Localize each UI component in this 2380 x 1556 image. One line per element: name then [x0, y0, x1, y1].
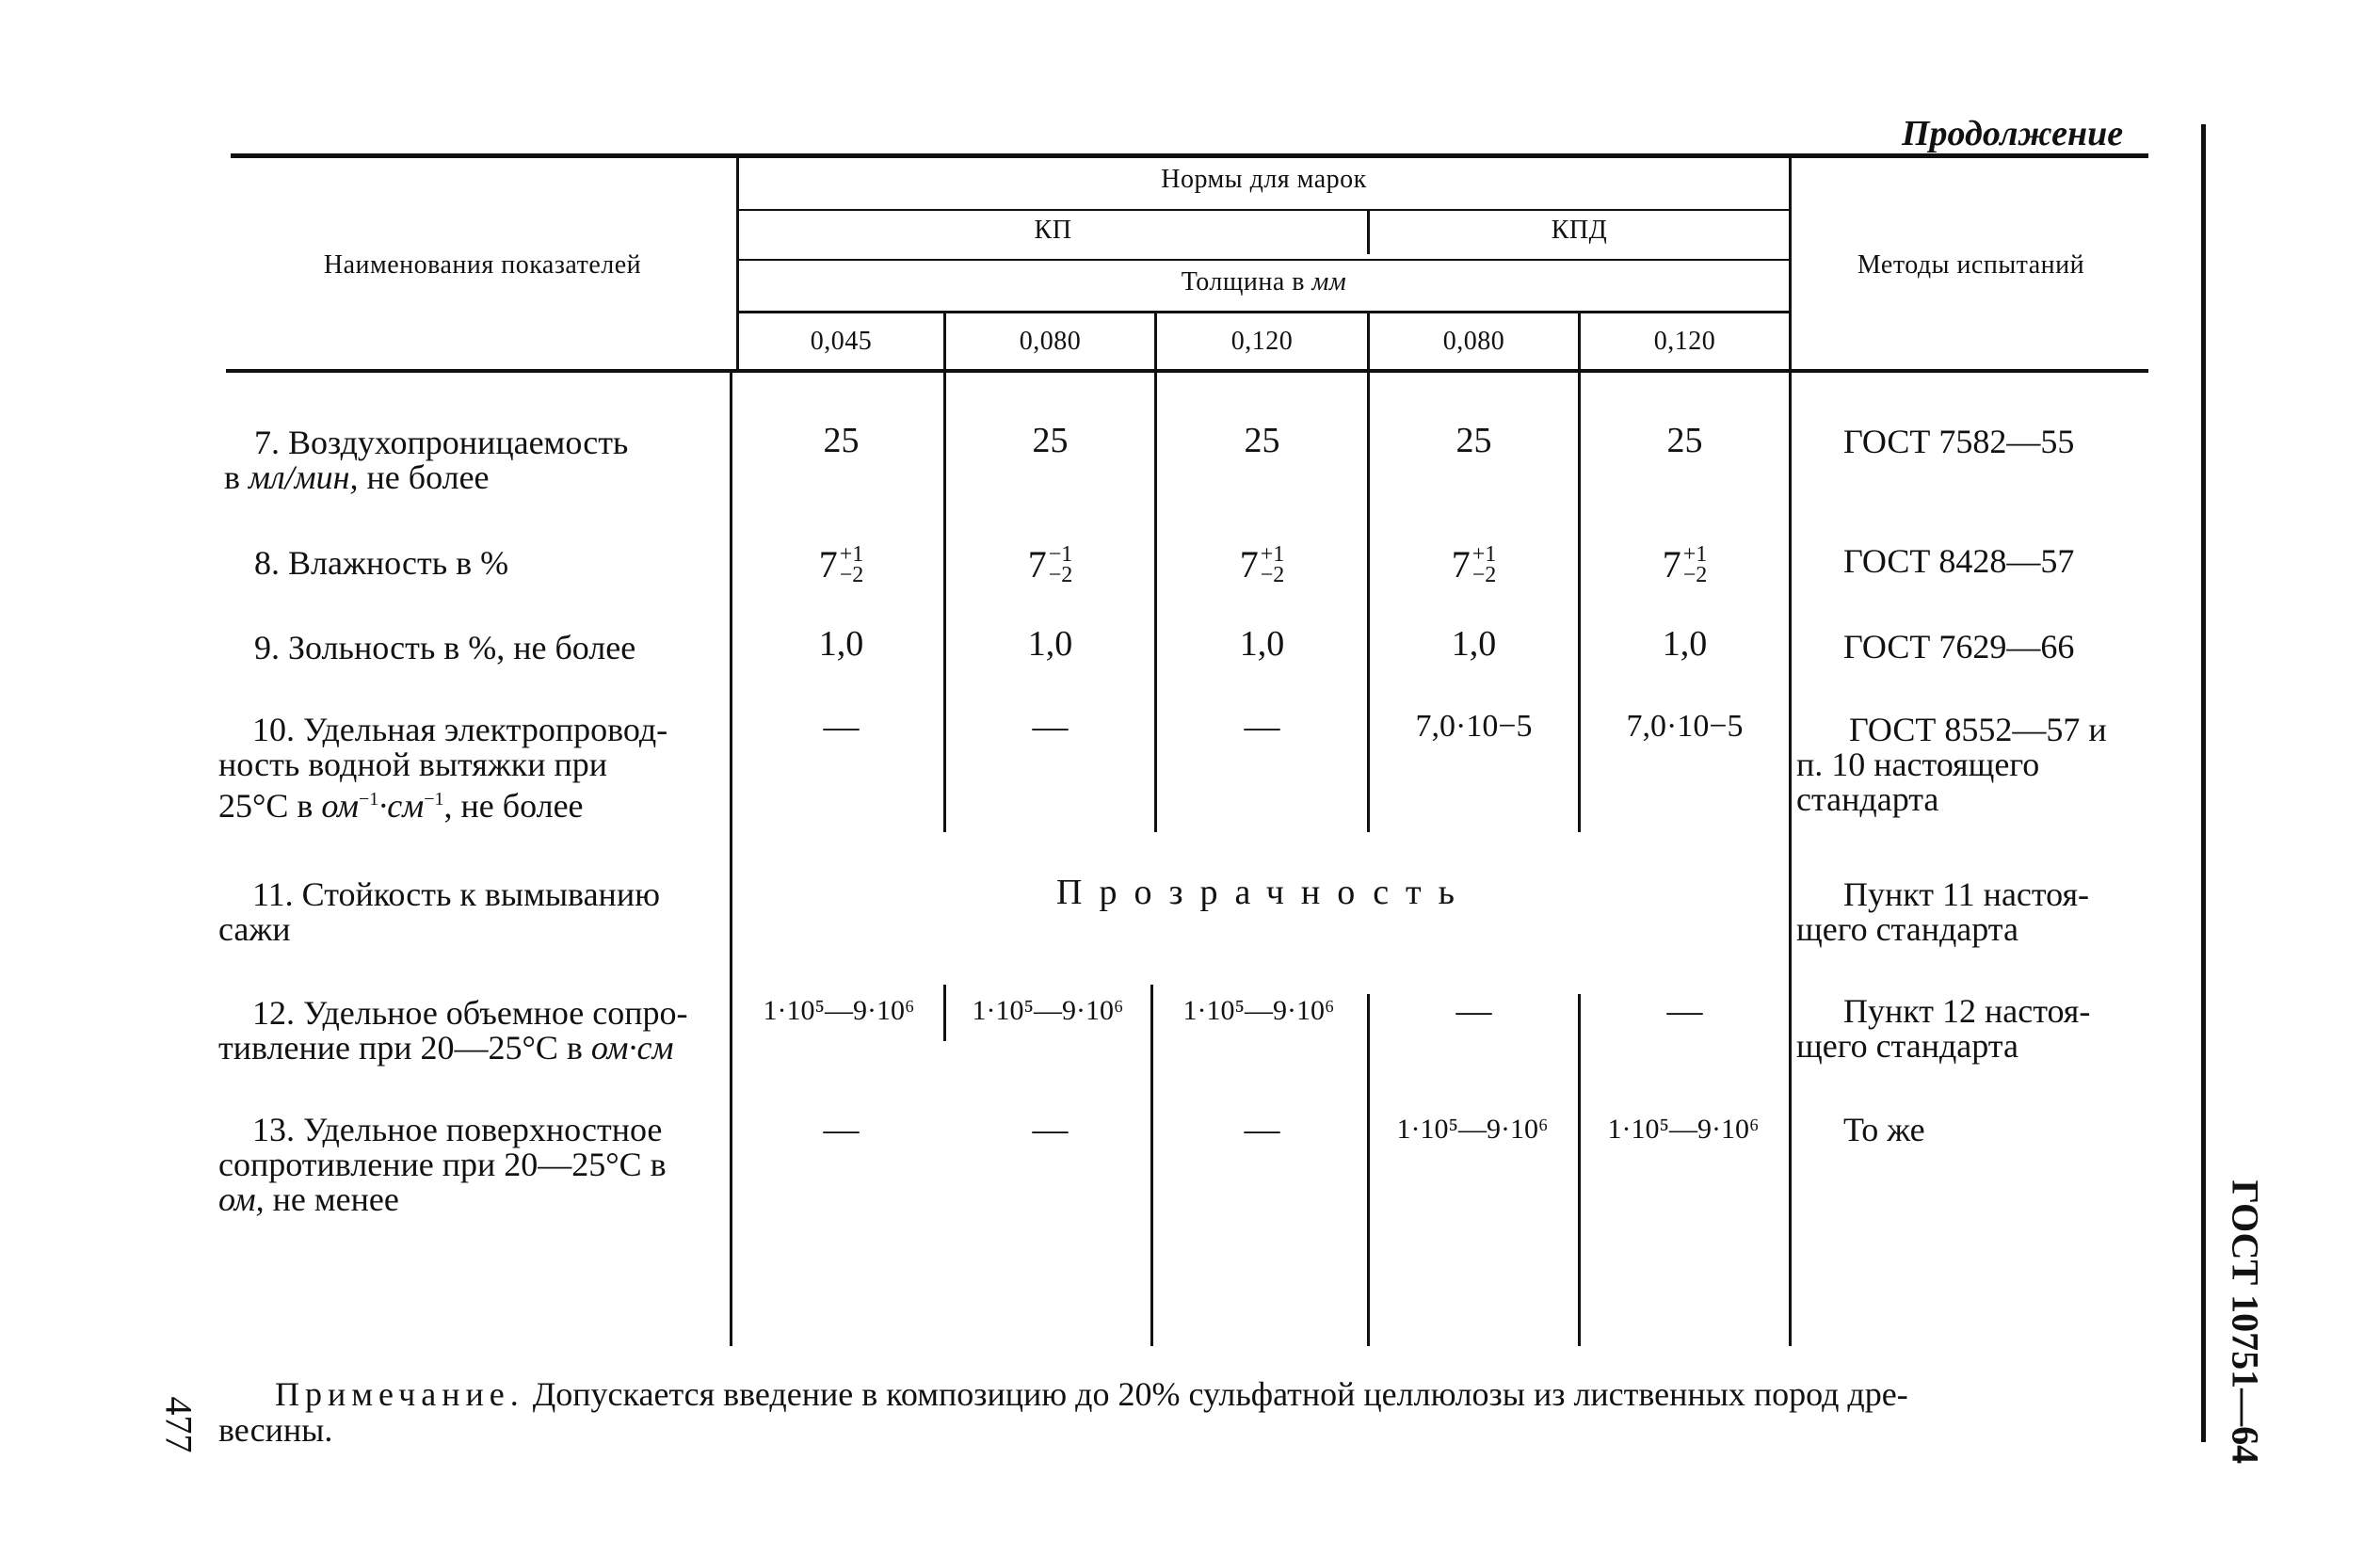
body-divider-methods	[1789, 373, 1792, 1346]
row-13-method: То же	[1843, 1111, 1925, 1148]
page-number: 477	[157, 1396, 201, 1453]
note	[218, 1376, 2148, 1448]
row-10-value-1: —	[823, 707, 860, 746]
row-10-value-4: 7,0·10−5	[1415, 709, 1533, 744]
right-margin-rule	[2201, 124, 2206, 1442]
row-9-method: ГОСТ 7629—66	[1843, 628, 2075, 666]
col-name-header: Наименования показателей	[323, 250, 642, 280]
norms-header: Нормы для марок	[1161, 165, 1367, 194]
row-10-value-3: —	[1244, 707, 1280, 746]
row-8-value-2: 7 −1 −2	[1027, 542, 1073, 587]
grade-kp: КП	[1034, 216, 1072, 245]
note-text: Допускается введение в композицию до 20% сульфатной целлюлозы из лиственных пород дре-	[532, 1375, 1908, 1413]
body-divider-4b	[1578, 994, 1581, 1346]
row-13-name: 13. Удельное поверхностное сопротивление при 20—25°C в ом, не менее	[218, 1111, 667, 1218]
row-10-method: ГОСТ 8552—57 и п. 10 настоящего стандарта	[1796, 711, 2107, 818]
row-11-method: Пункт 11 настоя- щего стандарта	[1796, 875, 2090, 948]
row-10-name-line1: 10. Удельная электропровод-	[252, 711, 668, 748]
thickness-label: Толщина в	[1181, 267, 1306, 297]
row-9-value-2: 1,0	[1027, 624, 1073, 664]
header-bottom-rule	[226, 369, 2148, 373]
row-9-value-3: 1,0	[1239, 624, 1285, 664]
row-8-value-1: 7 +1 −2	[818, 542, 864, 587]
row-9-value-1: 1,0	[818, 624, 864, 664]
row-10-value-5: 7,0·10−5	[1626, 709, 1744, 744]
row-13-value-4: 1·10⁵—9·10⁶	[1396, 1114, 1549, 1145]
row-13-value-1: —	[823, 1110, 860, 1149]
thickness-unit: мм	[1311, 267, 1347, 297]
row-7-value-1: 25	[823, 421, 860, 460]
body-divider-name	[730, 373, 732, 1346]
row-12-value-4: —	[1455, 991, 1492, 1031]
header-divider-methods	[1789, 158, 1792, 369]
thickness-header	[739, 267, 1789, 297]
continuation-label: Продолжение	[1902, 114, 2124, 153]
methods-header: Методы испытаний	[1857, 250, 2085, 280]
row-13-value-5: 1·10⁵—9·10⁶	[1607, 1114, 1760, 1145]
row-7-value-3: 25	[1244, 421, 1280, 460]
row-13-value-2: —	[1032, 1110, 1069, 1149]
row-10-name	[218, 713, 727, 824]
row-10-name-line2: ность водной вытяжки при	[218, 746, 608, 783]
row-12-value-5: —	[1666, 991, 1703, 1031]
row-10-value-2: —	[1032, 707, 1069, 746]
row-12-value-2: 1·10⁵—9·10⁶	[972, 995, 1124, 1026]
row-13-value-3: —	[1244, 1110, 1280, 1149]
row-7-name-line2: в мл/мин, не более	[224, 458, 490, 496]
row-8-name: 8. Влажность в %	[254, 544, 509, 582]
body-divider-3b	[1367, 994, 1370, 1346]
row-8-method: ГОСТ 8428—57	[1843, 542, 2075, 580]
thickness-underline	[739, 311, 1789, 313]
note-label: Примечание.	[275, 1375, 524, 1413]
row-9-value-4: 1,0	[1451, 624, 1497, 664]
thickness-5: 0,120	[1653, 327, 1716, 356]
row-12-method: Пункт 12 настоя- щего стандарта	[1796, 992, 2091, 1065]
thickness-3: 0,120	[1230, 327, 1294, 356]
row-10-name-line3: 25°C в $ом^{-1}\cdot см^{-1}$, не более	[218, 787, 584, 825]
row-12-name: 12. Удельное объемное сопро- тивление при 20—25°C в ом·см	[218, 994, 688, 1067]
row-8-value-4: 7 +1 −2	[1451, 542, 1497, 587]
grade-kpd: КПД	[1551, 216, 1608, 245]
standard-code: ГОСТ 10751—64	[2224, 1179, 2267, 1465]
row-7-method: ГОСТ 7582—55	[1843, 423, 2075, 460]
row-8-value-3: 7 +1 −2	[1239, 542, 1285, 587]
row-9-name: 9. Зольность в %, не более	[254, 629, 636, 666]
row-12-value-1: 1·10⁵—9·10⁶	[763, 995, 915, 1026]
table-top-rule	[231, 153, 2148, 158]
row-11-span-value: Прозрачность	[1056, 873, 1471, 912]
row-9-value-5: 1,0	[1662, 624, 1708, 664]
norms-underline	[739, 209, 1789, 211]
thickness-2: 0,080	[1019, 327, 1082, 356]
row-8-value-5: 7 +1 −2	[1662, 542, 1708, 587]
grades-underline	[739, 259, 1789, 261]
row-7-name-line1: 7. Воздухопроницаемость	[254, 424, 629, 461]
row-7-name	[224, 425, 728, 495]
row-7-value-2: 25	[1032, 421, 1069, 460]
row-7-value-5: 25	[1666, 421, 1703, 460]
row-12-value-3: 1·10⁵—9·10⁶	[1182, 995, 1335, 1026]
thickness-4: 0,080	[1442, 327, 1505, 356]
row-7-value-4: 25	[1455, 421, 1492, 460]
note-text-2: весины.	[218, 1411, 333, 1449]
row-11-name: 11. Стойкость к вымыванию сажи	[218, 875, 660, 948]
thickness-1: 0,045	[810, 327, 873, 356]
body-divider-2b	[1150, 985, 1153, 1346]
